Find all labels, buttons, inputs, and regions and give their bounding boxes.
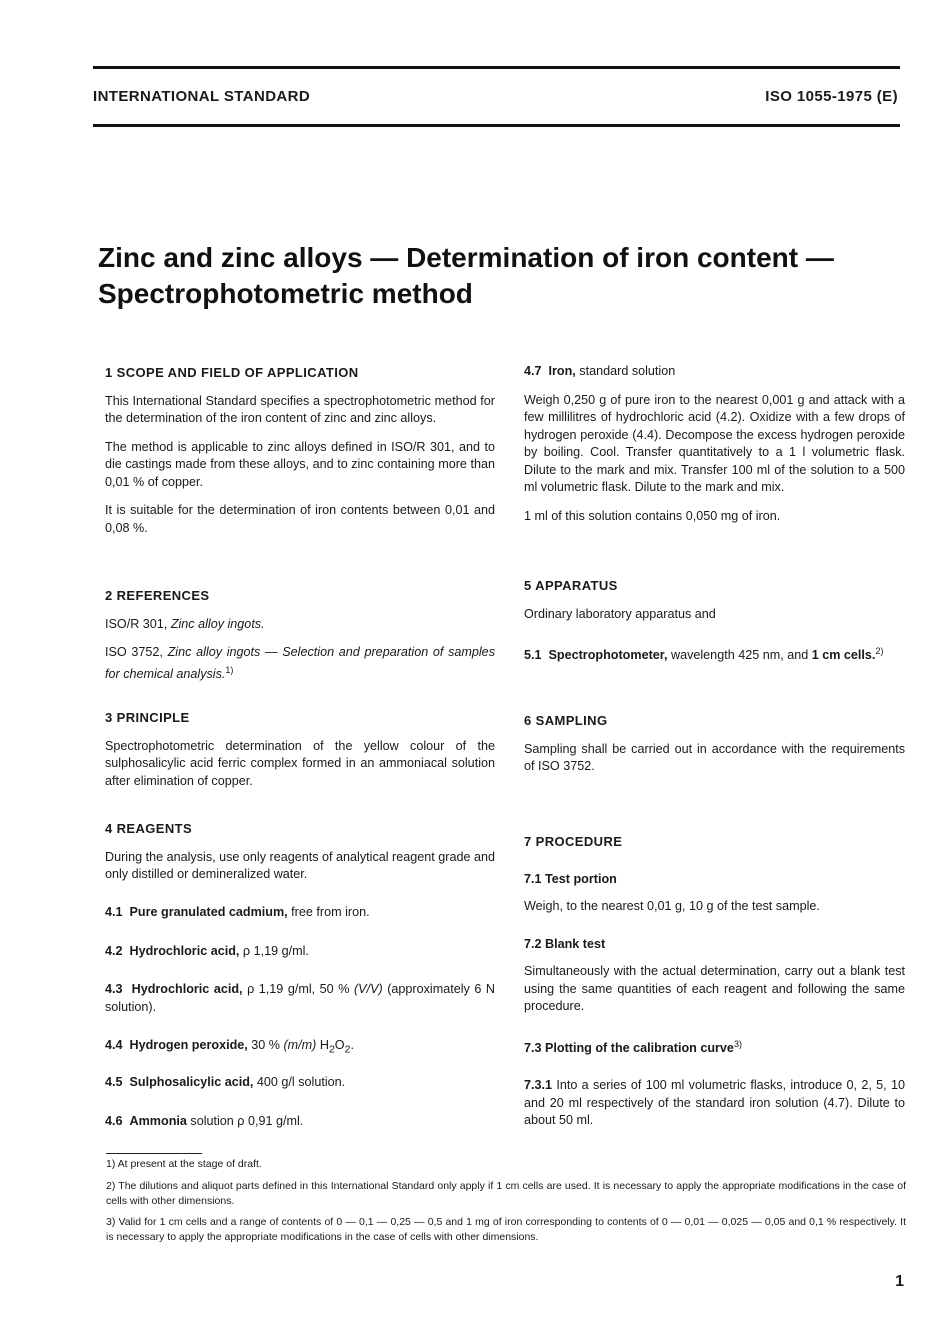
title-line-1: Zinc and zinc alloys — Determination of iron content — [98,242,834,273]
section-1-paragraph-3: It is suitable for the determination of iron contents between 0,01 and 0,08 %. [105,503,495,535]
subsection-7-2-heading: 7.2 Blank test [524,936,606,951]
subsection-7-3-title: 7.3 Plotting of the calibration curve [524,1040,734,1055]
formula-o: O [334,1038,345,1052]
reagent-4-6-text: solution ρ 0,91 g/ml. [186,1114,304,1128]
footnote-2: 2) The dilutions and aliquot parts defined in this International Standard only apply if 1 cm cells are used. It is necessary to apply the appropriate modifications in the case of cells with other dimensions. [106,1180,906,1207]
reagent-4-1-name: Pure granulated cadmium, [129,905,288,919]
reference-2-title: Zinc alloy ingots — Selection and preparation of samples for chemical analysis. [105,645,495,681]
subsection-7-3-1-paragraph [524,1077,905,1130]
reagent-4-6 [105,1113,495,1131]
section-6-paragraph: Sampling shall be carried out in accordance with the requirements of ISO 3752. [524,741,905,773]
reagent-4-1-text: free from iron. [287,905,370,919]
reference-2 [105,644,495,683]
section-1-paragraph-2: The method is applicable to zinc alloys defined in ISO/R 301, and to die castings made from these alloys, and to zinc containing more than 0,01 % of copper. [105,439,495,489]
apparatus-5-1-text: wavelength 425 nm, and [667,648,812,663]
reagent-4-1 [105,904,495,922]
section-1-paragraph-1: This International Standard specifies a spectrophotometric method for the determination of the iron content of zinc and zinc alloys. [105,393,495,425]
reagent-4-2-number: 4.2 [105,944,123,958]
section-2-heading: 2 REFERENCES [105,588,210,603]
reagent-4-2-text: ρ 1,19 g/ml. [239,944,309,958]
reagent-4-4-number: 4.4 [105,1038,123,1052]
reagent-4-6-number: 4.6 [105,1114,123,1128]
section-3-heading: 3 PRINCIPLE [105,710,190,725]
title-line-2: Spectrophotometric method [98,278,473,309]
section-4 [105,820,495,884]
section-1 [105,364,495,537]
reagent-4-7-paragraph-1: Weigh 0,250 g of pure iron to the nearest 0,001 g and attack with a few millilitres of hydrochloric acid (4.2). Oxidize with a few drops of hydrogen peroxide (4.4). Decompose the excess hydrogen peroxide by boiling. Cool. Transfer quantitatively to a 1 l volumetric flask. Dilute to the mark and mix. Transfer 100 ml of the solution to a 500 ml volumetric flask. Dilute to the mark and mix. [524,392,905,494]
apparatus-5-1-cells: 1 cm cells. [811,648,876,663]
reagent-4-6-name: Ammonia [129,1114,187,1128]
formula-sub-1: 2 [328,1043,335,1056]
header-standard-label: INTERNATIONAL STANDARD [93,88,311,105]
section-7-heading: 7 PROCEDURE [524,834,623,849]
footnote-marker-3: 3) [733,1038,742,1049]
reagent-4-7-name: Iron, [548,364,576,378]
formula-sub-2: 2 [344,1043,351,1056]
footnote-marker-2: 2) [875,646,884,656]
formula-h: H [316,1038,329,1052]
reference-1-code: ISO/R 301, [105,616,171,631]
reagent-4-5-text: 400 g/l solution. [253,1075,346,1089]
reagent-4-5 [105,1074,495,1092]
reagent-4-4-ratio: (m/m) [283,1038,317,1052]
section-7 [524,833,905,1130]
reference-1-title: Zinc alloy ingots. [170,616,265,631]
section-5-heading: 5 APPARATUS [524,578,618,593]
apparatus-5-1-name: Spectrophotometer, [548,648,668,663]
footnote-separator [106,1153,202,1154]
section-3 [105,709,495,790]
section-6-heading: 6 SAMPLING [524,713,608,728]
reagent-4-3-text-2: (approximately 6 N solution). [105,982,495,1014]
header-document-number: ISO 1055-1975 (E) [765,88,898,105]
apparatus-5-1-number: 5.1 [524,648,542,663]
reagent-4-3-number: 4.3 [105,982,123,996]
reagent-4-7-number: 4.7 [524,364,542,378]
section-4-paragraph: During the analysis, use only reagents of analytical reagent grade and only distilled or demineralized water. [105,849,495,881]
footnote-3: 3) Valid for 1 cm cells and a range of contents of 0 — 0,1 — 0,25 — 0,5 and 1 mg of iron corresponding to contents of 0 — 0,01 — 0,025 — 0,05 and 0,1 % respectively. It is necessary to apply the appropriate modifications in the case of cells with other dimensions. [106,1216,906,1243]
section-2 [105,587,495,683]
footnote-1: 1) At present at the stage of draft. [106,1158,262,1170]
reagent-4-3-ratio: (V/V) [353,982,383,996]
section-1-heading: 1 SCOPE AND FIELD OF APPLICATION [105,365,359,380]
reagent-4-3-text: ρ 1,19 g/ml, 50 % [242,982,354,996]
section-6 [524,712,905,776]
subsection-7-2-paragraph: Simultaneously with the actual determination, carry out a blank test using the same quantities of each reagent and following the same procedure. [524,964,905,1013]
reference-2-code: ISO 3752, [105,645,168,659]
reagent-4-7-paragraph-2: 1 ml of this solution contains 0,050 mg of iron. [524,508,781,523]
reference-1 [105,616,495,634]
reagent-4-5-name: Sulphosalicylic acid, [129,1075,254,1089]
reagent-4-3 [105,981,495,1016]
subsection-7-3-1-text: Into a series of 100 ml volumetric flasks, introduce 0, 2, 5, 10 and 20 ml respectively of the standard iron solution (4.7). Dilute to about 50 ml. [524,1078,905,1128]
reagent-4-5-number: 4.5 [105,1075,123,1089]
reagent-4-4-text: 30 % [247,1038,284,1052]
reagent-4-3-name: Hydrochloric acid, [131,982,243,996]
left-column [105,0,495,1140]
subsection-7-1-paragraph: Weigh, to the nearest 0,01 g, 10 g of the test sample. [524,899,820,913]
apparatus-5-1 [524,643,905,665]
section-5-paragraph: Ordinary laboratory apparatus and [524,606,716,621]
footnote-marker-1: 1) [225,664,234,675]
reagent-4-7-text: standard solution [575,364,676,378]
reagent-4-4-name: Hydrogen peroxide, [129,1038,248,1052]
reagent-4-7 [524,363,905,525]
reagent-4-2-name: Hydrochloric acid, [129,944,240,958]
reagent-4-2 [105,943,495,961]
formula-end: . [350,1038,354,1052]
reagent-4-1-number: 4.1 [105,905,123,919]
section-4-heading: 4 REAGENTS [105,821,193,836]
reagent-4-4 [105,1037,495,1059]
subsection-7-3-1-number: 7.3.1 [524,1078,553,1093]
section-3-paragraph: Spectrophotometric determination of the yellow colour of the sulphosalicylic acid ferric complex formed in an ammoniacal solution after elimination of copper. [105,738,495,788]
page-number: 1 [895,1273,904,1290]
subsection-7-3-heading [524,1036,905,1058]
section-5 [524,577,905,665]
subsection-7-1-heading: 7.1 Test portion [524,871,617,886]
right-column [524,0,905,1140]
